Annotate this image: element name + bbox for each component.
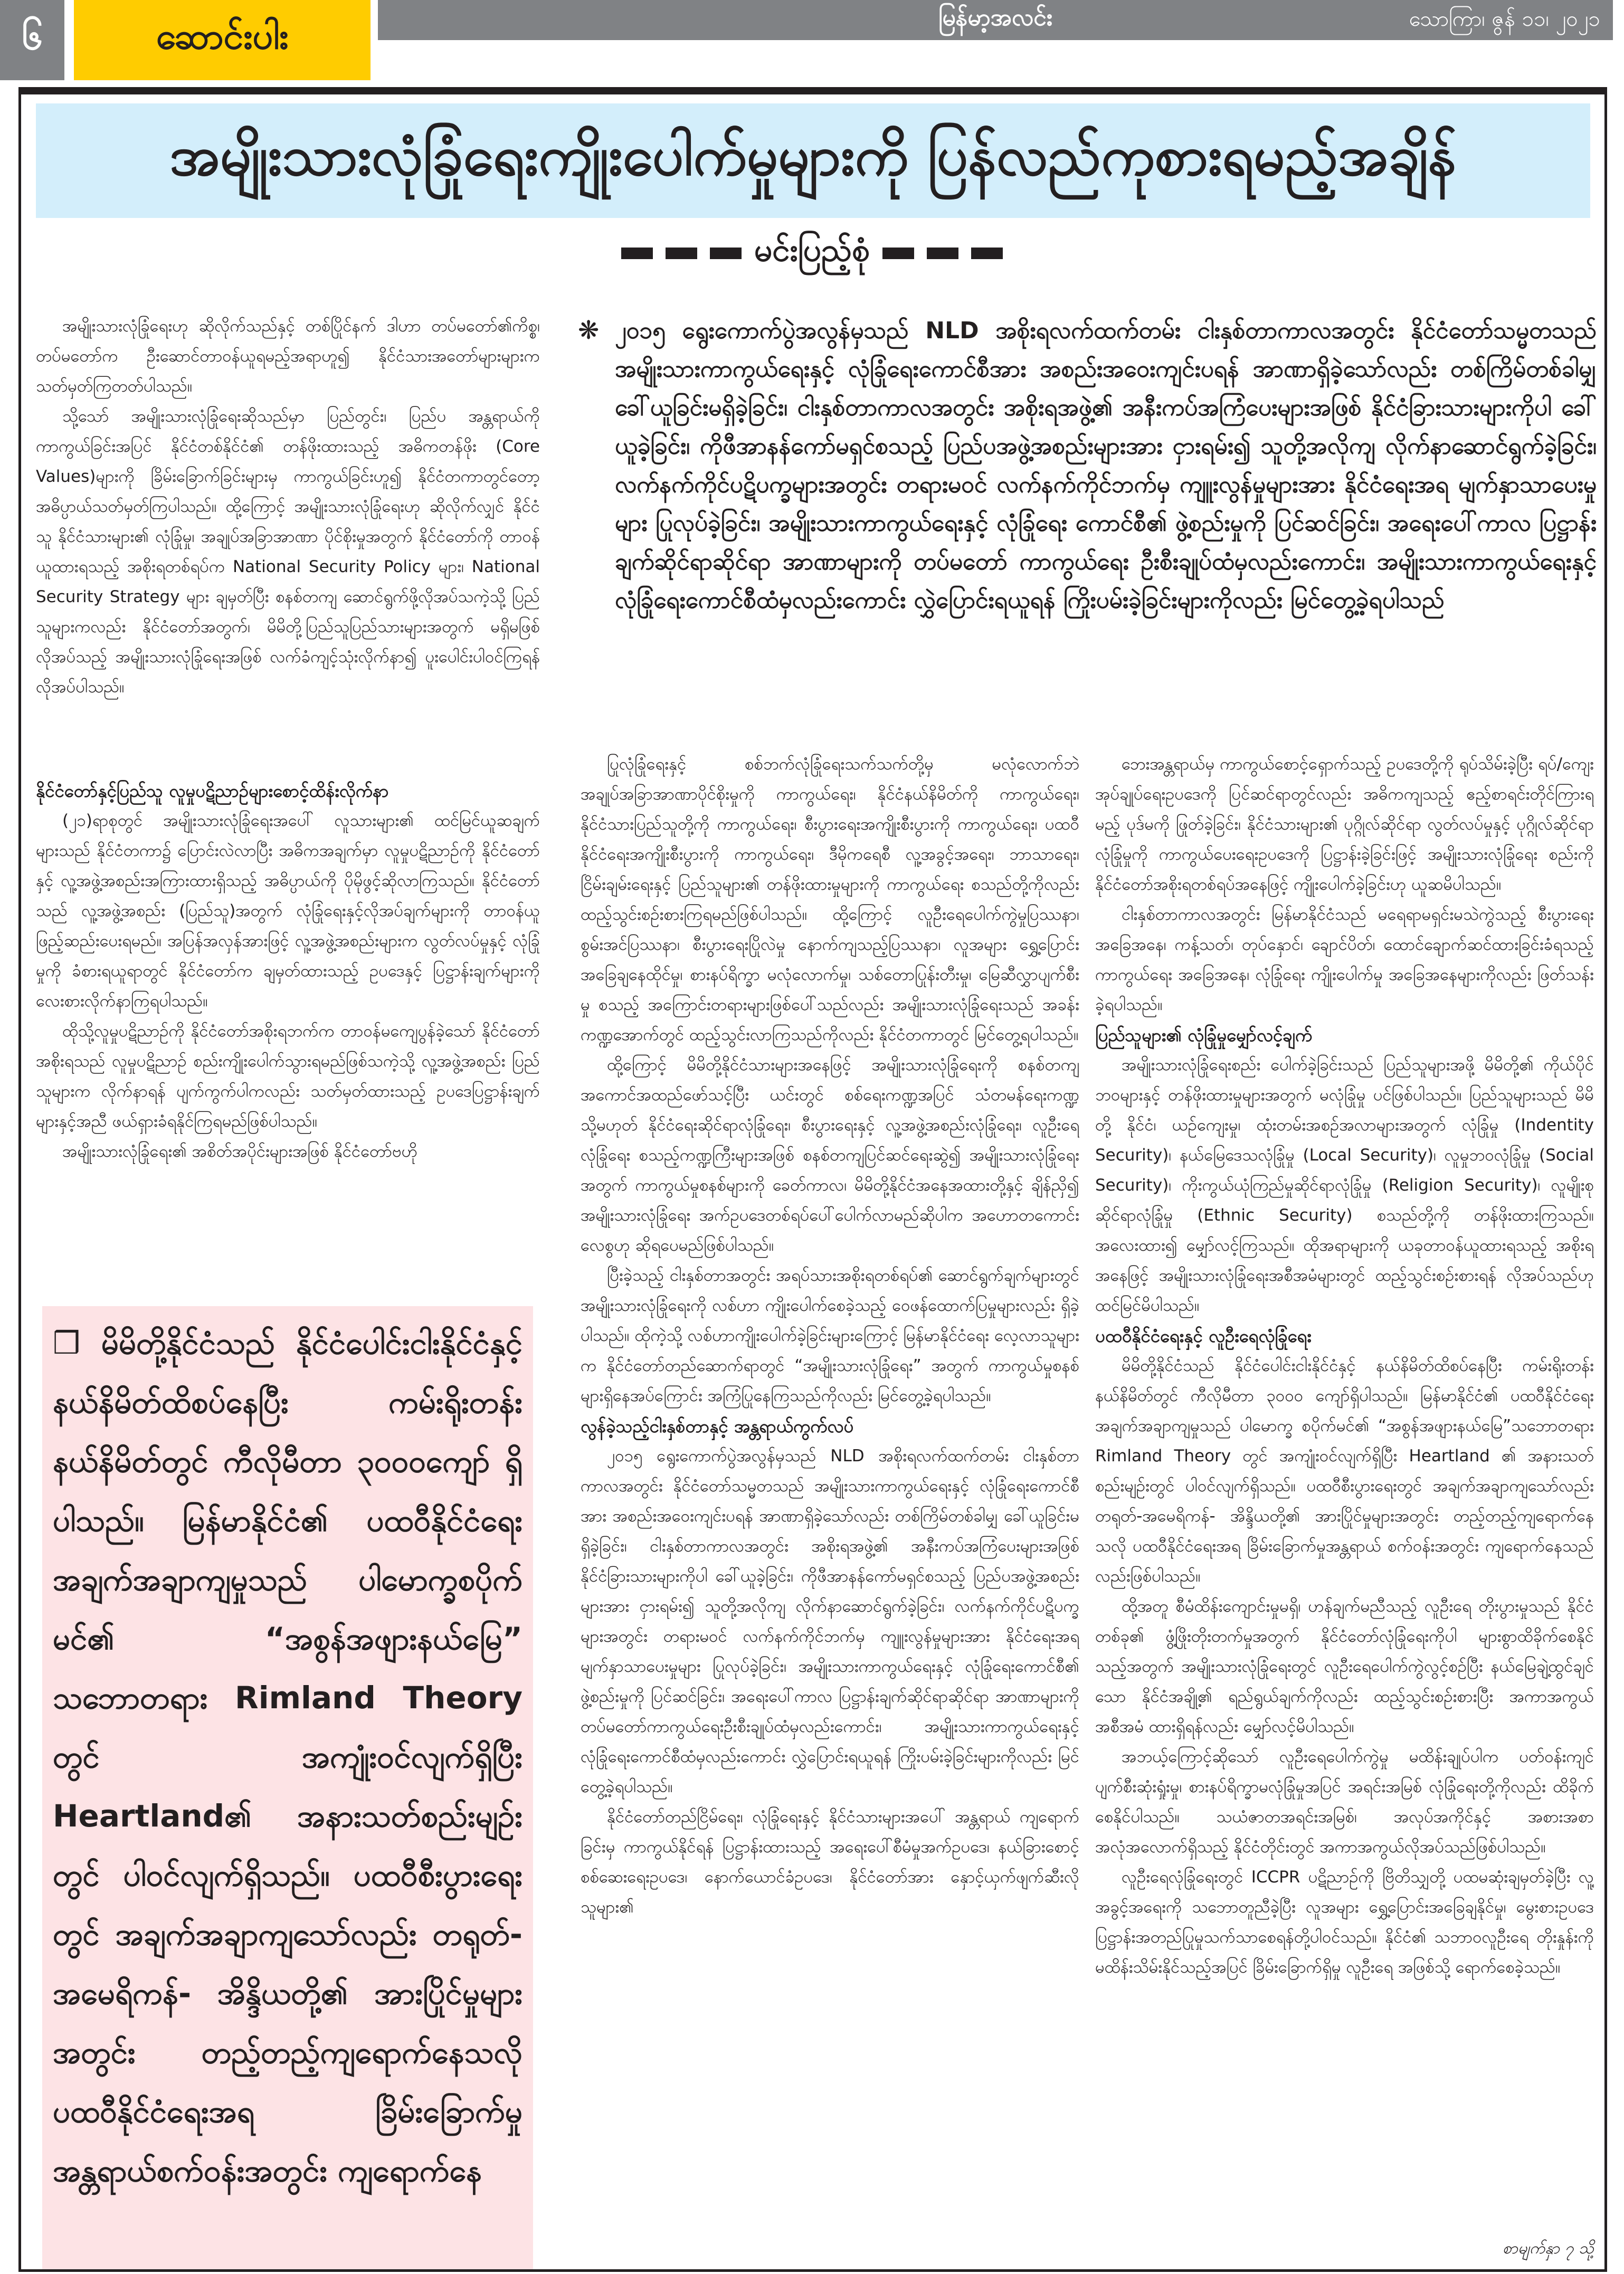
paragraph: မိမိတို့နိုင်ငံသည် နိုင်ငံပေါင်းငါးနိုင်ငံနှင့် နယ်နိမိတ်ထိစပ်နေပြီး ကမ်းရိုးတန်းနယ်နိမိတ်တွင် ကီလိုမီတာ ၃၀၀၀ ကျော်ရှိပါသည်။ မြန်မာနိုင်ငံ၏ ပထဝီနိုင်ငံရေးအချက်အချာကျမှုသည် ပါမောက္ခ စပိုက်မင်၏ “အစွန်အဖျားနယ်မြေ”သဘောတရား Rimland Theory တွင် အကျုံးဝင်လျက်ရှိပြီး Heartland ၏ အနားသတ်စည်းမျဉ်းတွင် ပါဝင်လျက်ရှိသည်။ ပထဝီစီးပွားရေးတွင် အချက်အချာကျသော်လည်း တရုတ်-အမေရိကန်- အိန္ဒိယတို့၏ အားပြိုင်မှုများအတွင်း တည့်တည့်ကျရောက်နေသလို ပထဝီနိုင်ငံရေးအရ ခြိမ်းခြောက်မှုအန္တရာယ် စက်ဝန်းအတွင်း ကျရောက်နေသည်လည်းဖြစ်ပါသည်။ — [1095, 1356, 1594, 1586]
paragraph: ၂၀၁၅ ရွေးကောက်ပွဲအလွန်မှသည် NLD အစိုးရလက်ထက်တမ်း ငါးနှစ်တာကာလအတွင်း နိုင်ငံတော်သမ္မတသည် အမျိုးသားကာကွယ်ရေးနှင့် လုံခြုံရေးကောင်စီအား အစည်းအဝေးကျင်းပရန် အာဏာရှိခဲ့သော်လည်း တစ်ကြိမ်တစ်ခါမျှ ခေါ်ယူခြင်းမရှိခဲ့ခြင်း၊ ငါးနှစ်တာကာလအတွင်း အစိုးရအဖွဲ့၏ အနီးကပ်အကြံပေးများအဖြစ် နိုင်ငံခြားသားများကိုပါ ခေါ်ယူခဲ့ခြင်း၊ ကိုဖီအာနန်ကော်မရှင်စသည့် ပြည်ပအဖွဲ့အစည်းများအား ငှားရမ်း၍ သူတို့အလိုကျ လိုက်နာဆောင်ရွက်ခဲ့ခြင်း၊ လက်နက်ကိုင်ပဋိပက္ခများအတွင်း တရားမဝင် လက်နက်ကိုင်ဘက်မှ ကျူးလွန်မှုများအား နိုင်ငံရေးအရ မျက်နှာသာပေးမှုများ ပြုလုပ်ခဲ့ခြင်း၊ အမျိုးသားကာကွယ်ရေးနှင့် လုံခြုံရေးကောင်စီ၏ ဖွဲ့စည်းမှုကို ပြင်ဆင်ခြင်း၊ အရေးပေါ်ကာလ ပြဋ္ဌာန်းချက်ဆိုင်ရာဆိုင်ရာ အာဏာများကို တပ်မတော်ကာကွယ်ရေးဦးစီးချုပ်ထံမှလည်းကောင်း၊ အမျိုးသားကာကွယ်ရေးနှင့် လုံခြုံရေးကောင်စီထံမှလည်းကောင်း လွှဲပြောင်းရယူရန် ကြိုးပမ်းခဲ့ခြင်းများကိုလည်း မြင်တွေ့ခဲ့ရပါသည်။ — [581, 1447, 1079, 1796]
subheading: ပထဝီနိုင်ငံရေးနှင့် လူဦးရေလုံခြုံရေး — [1095, 1326, 1312, 1346]
dash-divider — [971, 248, 1003, 259]
dash-divider — [621, 248, 653, 259]
section-tab: ဆောင်းပါး — [74, 0, 371, 80]
pull-quote: ❒ မိမိတို့နိုင်ငံသည် နိုင်ငံပေါင်းငါးနိုင်ငံနှင့် နယ်နိမိတ်ထိစပ်နေပြီး ကမ်းရိုးတန်းနယ်နိမိတ်တွင် ကီလိုမီတာ ၃၀၀၀ကျော် ရှိပါသည်။ မြန်မာနိုင်ငံ၏ ပထဝီနိုင်ငံရေး အချက်အချာကျမှုသည် ပါမောက္ခစပိုက်မင်၏ “အစွန်အဖျားနယ်မြေ” သဘောတရား Rimland Theory တွင် အကျုံးဝင်လျက်ရှိပြီး Heartland၏ အနားသတ်စည်းမျဉ်းတွင် ပါဝင်လျက်ရှိသည်။ ပထဝီစီးပွားရေးတွင် အချက်အချာကျသော်လည်း တရုတ်- အမေရိကန်- အိန္ဒိယတို့၏ အားပြိုင်မှုများအတွင်း တည့်တည့်ကျရောက်နေသလို ပထဝီနိုင်ငံရေးအရ ခြိမ်းခြောက်မှု အန္တရာယ်စက်ဝန်းအတွင်း ကျရောက်နေ — [42, 1306, 533, 2269]
paragraph: ထို့ကြောင့် မိမိတို့နိုင်ငံသားများအနေဖြင့် အမျိုးသားလုံခြုံရေးကို စနစ်တကျ အကောင်အထည်ဖော်သင့်ပြီး ယင်းတွင် စစ်ရေးကဏ္ဍအပြင် သံတမန်ရေးကဏ္ဍ သို့မဟုတ် နိုင်ငံရေးဆိုင်ရာလုံခြုံရေး၊ စီးပွားရေးနှင့် လူ့အဖွဲ့အစည်းလုံခြုံရေး၊ လူဦးရေ လုံခြုံရေး စသည့်ကဏ္ဍကြီးများအဖြစ် စနစ်တကျပြင်ဆင်ရေးဆွဲ၍ အမျိုးသားလုံခြုံရေးအတွက် ကာကွယ်မှုစနစ်များကို ခေတ်ကာလ၊ မိမိတို့နိုင်ငံအနေအထားတို့နှင့် ချိန်ညှိ၍ အမျိုးသားလုံခြုံရေး အက်ဥပဒေတစ်ရပ်ပေါ်ပေါက်လာမည်ဆိုပါက အဟောတကောင်းလေစွဟု ဆိုရပေမည်ဖြစ်ပါသည်။ — [581, 1055, 1079, 1255]
column-2 — [581, 749, 1079, 2264]
dash-divider — [666, 248, 697, 259]
continued-note: စာမျက်နှာ ၇ သို့ — [1502, 2239, 1594, 2258]
column-3 — [1095, 749, 1594, 2232]
paragraph: ပြုလုံခြုံရေးနှင့် စစ်ဘက်လုံခြုံရေးသက်သက်တို့မှ မလုံလောက်ဘဲ အချုပ်အခြာအာဏာပိုင်စိုးမှုကို ကာကွယ်ရေး၊ နိုင်ငံနယ်နိမိတ်ကို ကာကွယ်ရေး၊ နိုင်ငံသားပြည်သူတို့ကို ကာကွယ်ရေး၊ စီးပွားရေးအကျိုးစီးပွားကို ကာကွယ်ရေး၊ ပထဝီနိုင်ငံရေးအကျိုးစီးပွားကို ကာကွယ်ရေး၊ ဒီမိုကရေစီ လူ့အခွင့်အရေး၊ ဘာသာရေး၊ ငြိမ်းချမ်းရေးနှင့် ပြည်သူများ၏ တန်ဖိုးထားမှုများကို ကာကွယ်ရေး စသည်တို့ကိုလည်း ထည့်သွင်းစဉ်းစားကြရမည်ဖြစ်ပါသည်။ ထို့ကြောင့် လူဦးရေပေါက်ကွဲမှုပြဿနာ၊ စွမ်းအင်ပြဿနာ၊ စီးပွားရေးပြိုလဲမှု နောက်ကျသည့်ပြဿနာ၊ လူအများ ရွှေ့ပြောင်းအခြေချနေထိုင်မှု၊ စားနပ်ရိက္ခာ မလုံလောက်မှု၊ သစ်တောပြုန်းတီးမှု၊ မြေဆီလွှာပျက်စီးမှု စသည့် အကြောင်းတရားများဖြစ်ပေါ်သည်လည်း အမျိုးသားလုံခြုံရေးသည် အခန်းကဏ္ဍအောက်တွင် ထည့်သွင်းလာကြသည်ကိုလည်း နိုင်ငံတကာတွင် မြင်တွေ့ရပါသည်။ — [581, 755, 1079, 1044]
subheading: ပြည်သူများ၏ လုံခြုံမှုမျှော်လင့်ချက် — [1095, 1025, 1313, 1045]
paragraph: ငါးနှစ်တာကာလအတွင်း မြန်မာနိုင်ငံသည် မရေရာမရှင်းမသဲကွဲသည့် စီးပွားရေး အခြေအနေ၊ ကန့်သတ်၊ တုပ်နှောင်၊ ချောင်ပိတ်၊ ထောင်ချောက်ဆင်ထားခြင်းခံရသည့် ကာကွယ်ရေး အခြေအနေ၊ လုံခြုံရေး ကျိုးပေါက်မှု အခြေအနေများကိုလည်း ဖြတ်သန်းခဲ့ရပါသည်။ — [1095, 905, 1594, 1014]
lead-text: ၂၀၁၅ ရွေးကောက်ပွဲအလွန်မှသည် NLD အစိုးရလက်ထက်တမ်း ငါးနှစ်တာကာလအတွင်း နိုင်ငံတော်သမ္မတသည် အမျိုးသားကာကွယ်ရေးနှင့် လုံခြုံရေးကောင်စီအား အစည်းအဝေးကျင်းပရန် အာဏာရှိခဲ့သော်လည်း တစ်ကြိမ်တစ်ခါမျှ ခေါ်ယူခြင်းမရှိခဲ့ခြင်း၊ ငါးနှစ်တာကာလအတွင်း အစိုးရအဖွဲ့၏ အနီးကပ်အကြံပေးများအဖြစ် နိုင်ငံခြားသားများကိုပါ ခေါ်ယူခဲ့ခြင်း၊ ကိုဖီအာနန်ကော်မရှင်စသည့် ပြည်ပအဖွဲ့အစည်းများအား ငှားရမ်း၍ သူတို့အလိုကျ လိုက်နာဆောင်ရွက်ခဲ့ခြင်း၊ လက်နက်ကိုင်ပဋိပက္ခများအတွင်း တရားမဝင် လက်နက်ကိုင်ဘက်မှ ကျူးလွန်မှုများအား နိုင်ငံရေးအရ မျက်နှာသာပေးမှုများ ပြုလုပ်ခဲ့ခြင်း၊ အမျိုးသားကာကွယ်ရေးနှင့် လုံခြုံရေး ကောင်စီ၏ ဖွဲ့စည်းမှုကို ပြင်ဆင်ခြင်း၊ အရေးပေါ်ကာလ ပြဋ္ဌာန်းချက်ဆိုင်ရာဆိုင်ရာ အာဏာများကို တပ်မတော် ကာကွယ်ရေး ဦးစီးချုပ်ထံမှလည်းကောင်း၊ အမျိုးသားကာကွယ်ရေးနှင့် လုံခြုံရေးကောင်စီထံမှလည်းကောင်း လွှဲပြောင်းရယူရန် ကြိုးပမ်းခဲ့ခြင်းများကိုလည်း မြင်တွေ့ခဲ့ရပါသည် — [615, 317, 1597, 614]
issue-date: သောကြာ၊ ဇွန် ၁၁၊ ၂၀၂၁ — [1409, 7, 1600, 31]
paragraph: ထို့အတူ စီမံထိန်းကျောင်းမှုမရှိ၊ ဟန်ချက်မညီသည့် လူဦးရေ တိုးပွားမှုသည် နိုင်ငံတစ်ခု၏ ဖွံ့ဖြိုးတိုးတက်မှုအတွက် နိုင်ငံတော်လုံခြုံရေးကိုပါ များစွာထိခိုက်စေနိုင်သည့်အတွက် အမျိုးသားလုံခြုံရေးတွင် လူဦးရေပေါက်ကွဲလွင့်စဉ်ပြီး နယ်မြေချဲ့ထွင်ချင်သော နိုင်ငံအချို့၏ ရည်ရွယ်ချက်ကိုလည်း ထည့်သွင်းစဉ်းစားပြီး အကာအကွယ်အစီအမံ ထားရှိရန်လည်း မျှော်လင့်မိပါသည်။ — [1095, 1597, 1594, 1736]
paragraph: လူဦးရေလုံခြုံရေးတွင် ICCPR ပဋိညာဉ်ကို ဗြိတိသျှတို့ ပထမဆုံးချမှတ်ခဲ့ပြီး လူ့အခွင့်အရေးကို သဘောတူညီခဲ့ပြီး လူအများ ရွှေ့ပြောင်းအခြေချနိုင်မှု၊ မွေးစားဥပဒေ ပြဋ္ဌာန်းအတည်ပြုမှုသက်သာစေရန်တို့ပါဝင်သည်။ နိုင်ငံ၏ သဘာဝလူဦးရေ တိုးနှုန်းကို မထိန်းသိမ်းနိုင်သည့်အပြင် ခြိမ်းခြောက်ရှိမှု လူဦးရေ အဖြစ်သို့ ရောက်စေခဲ့သည်။ — [1095, 1868, 1594, 1977]
author-name: မင်းပြည့်စုံ — [754, 232, 870, 269]
paragraph: (၂၁)ရာစုတွင် အမျိုးသားလုံခြုံရေးအပေါ် လူသားများ၏ ထင်မြင်ယူဆချက်များသည် နိုင်ငံတကာ၌ ပြောင်းလဲလာပြီး အဓိကအချက်မှာ လူမှုပဋိညာဉ်ကို နိုင်ငံတော်နှင့် လူ့အဖွဲ့အစည်းအကြားထားရှိသည့် အဓိပ္ပာယ်ကို ပိုမိုဖွင့်ဆိုလာကြသည်။ နိုင်ငံတော်သည် လူ့အဖွဲ့အစည်း (ပြည်သူ)အတွက် လုံခြုံရေးနှင့်လိုအပ်ချက်များကို တာဝန်ယူ ဖြည့်ဆည်းပေးရမည်။ အပြန်အလှန်အားဖြင့် လူ့အဖွဲ့အစည်းများက လွတ်လပ်မှုနှင့် လုံခြုံမှုကို ခံစားရယူရာတွင် နိုင်ငံတော်က ချမှတ်ထားသည့် ဥပဒေနှင့် ပြဋ္ဌာန်းချက်များကို လေးစားလိုက်နာကြရပါသည်။ — [36, 811, 540, 1011]
paragraph: သို့သော် အမျိုးသားလုံခြုံရေးဆိုသည်မှာ ပြည်တွင်း၊ ပြည်ပ အန္တရာယ်ကို ကာကွယ်ခြင်းအပြင် နိုင်ငံတစ်နိုင်ငံ၏ တန်ဖိုးထားသည့် အဓိကတန်ဖိုး (Core Values)များကို ခြိမ်းခြောက်ခြင်းများမှ ကာကွယ်ခြင်းဟူ၍ နိုင်ငံတကာတွင်တော့ အဓိပ္ပာယ်သတ်မှတ်ကြပါသည်။ ထို့ကြောင့် အမျိုးသားလုံခြုံရေးဟု ဆိုလိုက်လျှင် နိုင်ငံသူ နိုင်ငံသားများ၏ လုံခြုံမှု၊ အချုပ်အခြာအာဏာ ပိုင်စိုးမှုအတွက် နိုင်ငံတော်ကို တာဝန်ယူထားရသည့် အစိုးရတစ်ရပ်က National Security Policy များ၊ National Security Strategy များ ချမှတ်ပြီး စနစ်တကျ ဆောင်ရွက်ဖို့လိုအပ်သကဲ့သို့ ပြည်သူများကလည်း နိုင်ငံတော်အတွက်၊ မိမိတို့ပြည်သူပြည်သားများအတွက် မရှိမဖြစ် လိုအပ်သည့် အမျိုးသားလုံခြုံရေးအဖြစ် လက်ခံကျင့်သုံးလိုက်နာ၍ ပူးပေါင်းပါဝင်ကြရန် လိုအပ်ပါသည်။ — [36, 407, 540, 697]
paragraph: ပြီးခဲ့သည့် ငါးနှစ်တာအတွင်း အရပ်သားအစိုးရတစ်ရပ်၏ ဆောင်ရွက်ချက်များတွင် အမျိုးသားလုံခြုံရေးကို လစ်ဟာ ကျိုးပေါက်စေခဲ့သည့် ဝေဖန်ထောက်ပြမှုများလည်း ရှိခဲ့ပါသည်။ ထိုကဲ့သို့ လစ်ဟာကျိုးပေါက်ခဲ့ခြင်းများကြောင့် မြန်မာနိုင်ငံရေး လေ့လာသူများက နိုင်ငံတော်တည်ဆောက်ရာတွင် “အမျိုးသားလုံခြုံရေး” အတွက် ကာကွယ်မှုစနစ်များရှိနေအပ်ကြောင်း အကြံပြုနေကြသည်ကိုလည်း မြင်တွေ့ခဲ့ရပါသည်။ — [581, 1266, 1079, 1405]
dash-divider — [882, 248, 914, 259]
page-number: ၆ — [0, 0, 64, 80]
subheading: လွန်ခဲ့သည့်ငါးနှစ်တာနှင့် အန္တရာယ်ကွက်လပ် — [581, 1416, 854, 1436]
paragraph: အမျိုးသားလုံခြုံရေး၏ အစိတ်အပိုင်းများအဖြစ် နိုင်ငံတော်ဗဟို — [62, 1142, 418, 1161]
paragraph: ဘေးအန္တရာယ်မှ ကာကွယ်စောင့်ရှောက်သည့် ဥပဒေတို့ကို ရုပ်သိမ်းခဲ့ပြီး ရပ်/ကျေးအုပ်ချုပ်ရေးဥပဒေကို ပြင်ဆင်ရာတွင်လည်း အဓိကကျသည့် ဧည့်စာရင်းတိုင်ကြားရမည့် ပုဒ်မကို ဖြုတ်ခဲ့ခြင်း၊ နိုင်ငံသားများ၏ ပုဂ္ဂိုလ်ဆိုင်ရာ လွတ်လပ်မှုနှင့် ပုဂ္ဂိုလ်ဆိုင်ရာ လုံခြုံမှုကို ကာကွယ်ပေးရေးဥပဒေကို ပြဋ္ဌာန်းခဲ့ခြင်းဖြင့် အမျိုးသားလုံခြုံရေး စည်းကို နိုင်ငံတော်အစိုးရတစ်ရပ်အနေဖြင့် ကျိုးပေါက်ခဲ့ခြင်းဟု ယူဆမိပါသည်။ — [1095, 755, 1594, 894]
column-1-body — [36, 776, 540, 1298]
column-1-intro — [36, 311, 540, 776]
header-bar — [378, 0, 1613, 40]
paragraph: အမျိုးသားလုံခြုံရေးဟု ဆိုလိုက်သည်နှင့် တစ်ပြိုင်နက် ဒါဟာ တပ်မတော်၏ကိစ္စ၊ တပ်မတော်က ဦးဆောင်တာဝန်ယူရမည့်အရာဟူ၍ နိုင်ငံသားအတော်များများက သတ်မှတ်ကြတတ်ပါသည်။ — [36, 317, 540, 396]
newspaper-name: မြန်မာ့အလင်း — [938, 4, 1052, 31]
lead-paragraph — [578, 311, 1597, 749]
paragraph: ထိုသို့လူမှုပဋိညာဉ်ကို နိုင်ငံတော်အစိုးရဘက်က တာဝန်မကျေပွန်ခဲ့သော် နိုင်ငံတော်အစိုးရသည် လူမှုပဋိညာဉ် စည်းကျိုးပေါက်သွားရမည်ဖြစ်သကဲ့သို့ လူ့အဖွဲ့အစည်း ပြည်သူများက လိုက်နာရန် ပျက်ကွက်ပါကလည်း သတ်မှတ်ထားသည့် ဥပဒေပြဋ္ဌာန်းချက်များနှင့်အညီ ဖယ်ရှားခံရနိုင်ကြရမည်ဖြစ်ပါသည်။ — [36, 1022, 540, 1131]
dash-divider — [927, 248, 958, 259]
byline — [0, 227, 1624, 280]
paragraph: အဘယ့်ကြောင့်ဆိုသော် လူဦးရေပေါက်ကွဲမှု မထိန်းချုပ်ပါက ပတ်ဝန်းကျင်ပျက်စီးဆုံးရှုံးမှု၊ စားနပ်ရိက္ခာမလုံခြုံမှုအပြင် အရင်းအမြစ် လုံခြုံရေးတို့ကိုလည်း ထိခိုက်စေနိုင်ပါသည်။ သယံဇာတအရင်းအမြစ်၊ အလုပ်အကိုင်နှင့် အစားအစာ အလုံအလောက်ရှိသည့် နိုင်ငံတိုင်းတွင် အကာအကွယ်လိုအပ်သည်ဖြစ်ပါသည်။ — [1095, 1747, 1594, 1857]
paragraph: နိုင်ငံတော်တည်ငြိမ်ရေး၊ လုံခြုံရေးနှင့် နိုင်ငံသားများအပေါ် အန္တရာယ် ကျရောက်ခြင်းမှ ကာကွယ်နိုင်ရန် ပြဋ္ဌာန်းထားသည့် အရေးပေါ်စီမံမှုအက်ဥပဒေ၊ နယ်ခြားစောင့်စစ်ဆေးရေးဥပဒေ၊ နောက်ယောင်ခံဥပဒေ၊ နိုင်ငံတော်အား နှောင့်ယှက်ဖျက်ဆီးလိုသူများ၏ — [581, 1807, 1079, 1917]
paragraph: အမျိုးသားလုံခြုံရေးစည်း ပေါက်ခဲ့ခြင်းသည် ပြည်သူများအဖို့ မိမိတို့၏ ကိုယ်ပိုင်ဘဝများနှင့် တန်ဖိုးထားမှုများအတွက် မလုံခြုံမှု ပင်ဖြစ်ပါသည်။ ပြည်သူများသည် မိမိတို့ နိုင်ငံ၊ ယဉ်ကျေးမှု၊ ထုံးတမ်းအစဉ်အလာများအတွက် လုံခြုံမှု (Indentity Security)၊ နယ်မြေဒေသလုံခြုံမှု (Local Security)၊ လူမှုဘဝလုံခြုံမှု (Social Security)၊ ကိုးကွယ်ယုံကြည်မှုဆိုင်ရာလုံခြုံမှု (Religion Security)၊ လူမျိုးစုဆိုင်ရာလုံခြုံမှု (Ethnic Security) စသည်တို့ကို တန်ဖိုးထားကြသည်။ အလေးထား၍ မျှော်လင့်ကြသည်။ ထိုအရာများကို ယခုတာဝန်ယူထားရသည့် အစိုးရအနေဖြင့် အမျိုးသားလုံခြုံရေးအစီအမံများတွင် ထည့်သွင်းစဉ်းစားရန် လိုအပ်သည်ဟု ထင်မြင်မိပါသည်။ — [1095, 1055, 1594, 1315]
asterisk-icon: ❋ — [578, 316, 600, 345]
subheading: နိုင်ငံတော်နှင့်ပြည်သူ လူမှုပဋိညာဉ်များစောင့်ထိန်းလိုက်နာ — [36, 781, 389, 801]
article-title: အမျိုးသားလုံခြုံရေးကျိုးပေါက်မှုများကို ပြန်လည်ကုစားရမည့်အချိန် — [36, 103, 1590, 218]
dash-divider — [710, 248, 742, 259]
